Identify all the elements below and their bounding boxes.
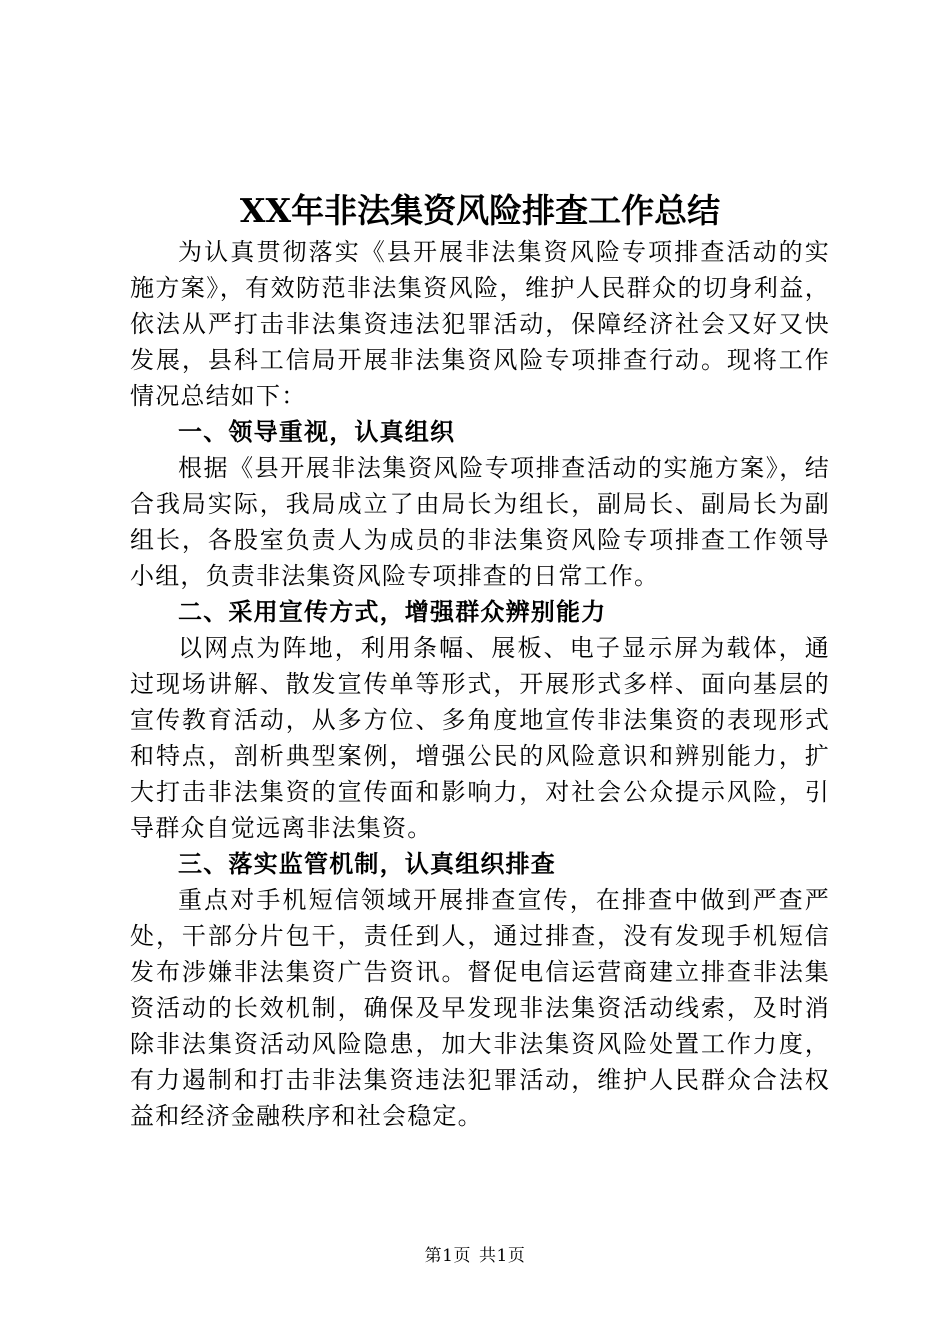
section-2-body: 以网点为阵地，利用条幅、展板、电子显示屏为载体，通过现场讲解、散发宣传单等形式，开展形式多样、面向基层的宣传教育活动，从多方位、多角度地宣传非法集资的表现形式和特点，剖析典型案例，增强公民的风险意识和辨别能力，扩大打击非法集资的宣传面和影响力，对社会公众提示风险，引导群众自觉远离非法集资。 — [130, 634, 830, 842]
section-3-heading: 三、落实监管机制，认真组织排查 — [178, 849, 556, 878]
section-1-body: 根据《县开展非法集资风险专项排查活动的实施方案》，结合我局实际，我局成立了由局长为组长，副局长、副局长为副组长，各股室负责人为成员的非法集资风险专项排查工作领导小组，负责非法集资风险专项排查的日常工作。 — [130, 454, 830, 590]
section-3-body: 重点对手机短信领域开展排查宣传，在排查中做到严查严处，干部分片包干，责任到人，通过排查，没有发现手机短信发布涉嫌非法集资广告资讯。督促电信运营商建立排查非法集资活动的长效机制，确保及早发现非法集资活动线索，及时消除非法集资活动风险隐患，加大非法集资风险处置工作力度，有力遏制和打击非法集资违法犯罪活动，维护人民群众合法权益和经济金融秩序和社会稳定。 — [130, 886, 830, 1130]
page-footer — [0, 1244, 950, 1268]
section-2-heading: 二、采用宣传方式，增强群众辨别能力 — [178, 597, 607, 626]
document-title: XX年非法集资风险排查工作总结 — [239, 191, 721, 230]
page-number: 第1页 — [424, 1246, 471, 1266]
intro-paragraph: 为认真贯彻落实《县开展非法集资风险专项排查活动的实施方案》，有效防范非法集资风险，维护人民群众的切身利益，依法从严打击非法集资违法犯罪活动，保障经济社会又好又快发展，县科工信局开展非法集资风险专项排查行动。现将工作情况总结如下： — [130, 238, 830, 410]
page-total: 共1页 — [479, 1246, 526, 1266]
section-1-heading: 一、领导重视，认真组织 — [178, 417, 456, 446]
document-body — [130, 190, 830, 1134]
